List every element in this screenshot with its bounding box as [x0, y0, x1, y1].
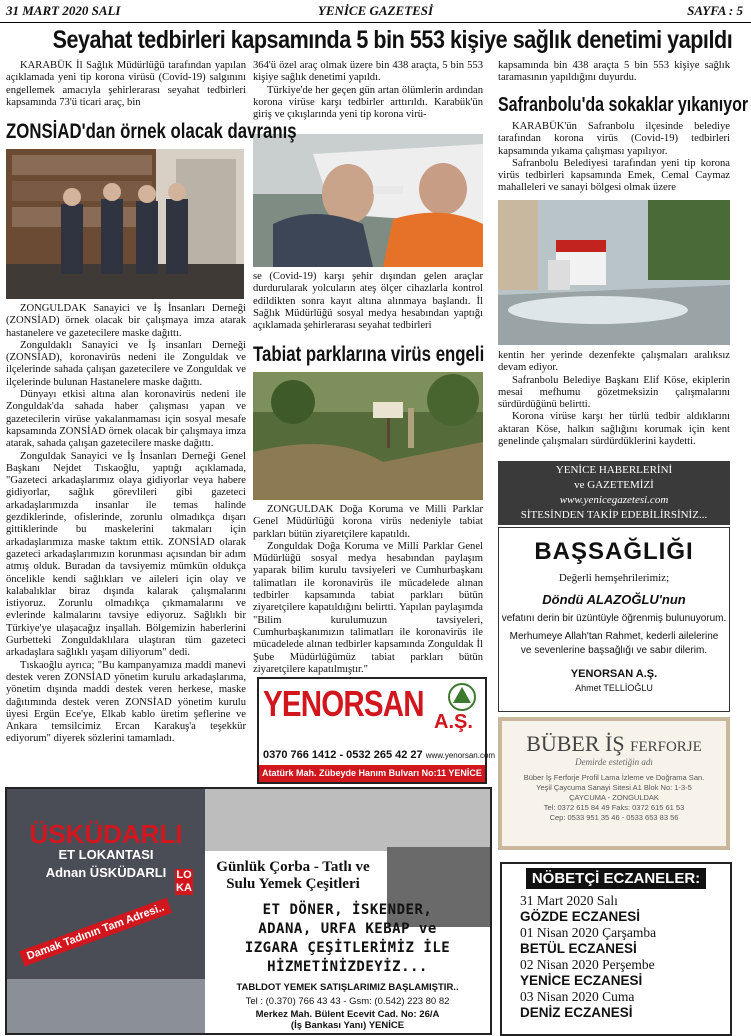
article1-col2: 364'ü özel araç olmak üzere bin 438 araçta, 5 bin 553 kişiye sağlık denetimi yapıldı. Türkiye'de her geçen gün artan ölümlerin ardından korona virüse karşı tedbirler arttırıldı. Karabük'ün giriş ve çıkışlarında yeni tip korona virü-	[253, 60, 483, 121]
zonsiad-text: ZONGULDAK Sanayici ve İş İnsanları Derneği (ZONSİAD) örnek olacak bir çalışmaya imza atarak hastanelere ve gazetecilere maske dağıttı. Zonguldaklı Sanayici ve İş insanları Derneği (ZONSİAD), koronavirüs nedeni ile Zonguldak ve ilçelerinde sahada çalışan gazetecilere ve Zonguldak ve ilçelerinde bulunan Hastanelere maske dağıttı. Dünyayı etkisi altına alan koronavirüs nedeni ile Zonguldak'da sahada haber çalışması yapan ve gazetecilerin virüse yakalanmaması için sosyal mesafe kapsamında ZONSİAD örnek olacak bir çalışmaya imza atarak, sahada çalışan gazetecilere maske dağıttı. Zonguldak Sanayici ve İş İnsanları Derneği Genel Başkanı Nejdet Tıskaoğlu, yaptığı açıklamada, "Gazeteci arkadaşlarımız olaya gidiyorlar veya habere gidiyorlar, sağlık görevlileri gibi gazeteci arkadaşlarımızda insanlar ile temas halinde gezdiklerinde, ofislerinde, zorunlu olmadıkça dışarı gittiklerinde bu maskelerini takmaları için arkadaşlarımıza maske taktım ettik. ZONSİAD olarak gazeteci arkadaşlarımızın korunması açısından bir adım atmış olduk. Buradan da tavsiyemiz mümkün oldukça öncelikle kendi sağlıkları ve aileleri için olay ve kalabalıklar biraz dışında kalarak çalışmalarını istiyoruz. Zorunlu olmadıkça çıkmamalarını ve evlerinde kalmalarını tavsiye ediyoruz. Sağlıklı bir Türkiye'ye ulaşacağız inşallah. Bölgemizin haberlerini Gurbetteki Zonguldaklılara ulaştıran tüm gazeteci arkadaşlara sağlıklı yaşam diliyorum" dedi. Tıskaoğlu ayrıca; "Bu kampanyamıza maddi manevi destek veren ZONSİAD yönetim kurulu arkadaşlarıma, yönetim dışında maddi destek veren herkese, maske dağıtımında destek veren ZONSİAD yönetim kurulu üyesi Ergün Ece'ye, Elkab kablo üretim şeflerine ve Ankara temsilcimiz Ercan Karakuş'a teşekkür ediyorum" diyerek sözlerini tamamladı.	[6, 303, 246, 745]
safranbolu-text1: KARABÜK'ün Safranbolu ilçesinde belediye tarafından korona virüs (Covid-19) tedbirleri kapsamında yıkama çalışması yapılıyor. Safranbolu Belediyesi tarafından yeni tip korona virüs tedbirleri kapsamında Emek, Cemal Caymaz mahalleleri ve sanayi bölgesi olmak üzere	[498, 121, 730, 194]
condolence-notice: BAŞSAĞLIĞI Değerli hemşehrilerimiz; Döndü ALAZOĞLU'nun vefatını derin bir üzüntüyle öğrenmiş bulunuyorum. Merhumeye Allah'tan Rahmet, kederli ailelerine ve sevenlerine başsağlığı ve sabır dilerim. YENORSAN A.Ş. Ahmet TELLİOĞLU	[498, 527, 730, 712]
article1-col3: kapsamında bin 438 araçta 5 bin 553 kişiye sağlık taramasının yapıldığını duyurdu.	[498, 60, 730, 84]
restaurant-storefront: ÜSKÜDARLI ET LOKANTASI Adnan ÜSKÜDARLI Damak Tadının Tam Adresi.. LOKA	[7, 789, 205, 1033]
buber-ad: BÜBER İŞ FERFORJE Demirde estetiğin adı Büber İş Ferforje Profil Lama İzleme ve Doğrama San. Yeşil Çaycuma Sanayi Sitesi A1 Blok No: 1-3-5 ÇAYCUMA - ZONGULDAK Tel: 0372 615 84 49 Faks: 0372 615 61 53 Cep: 0533 951 35 46 - 0533 653 83 56	[498, 717, 730, 850]
safranbolu-title: Safranbolu'da sokaklar yıkanıyor	[498, 94, 749, 116]
article1-col2-cont: se (Covid-19) karşı şehir dışından gelen araçlar durdurularak yolcuların ateş ölçer cihazlarla kontrol edildikten sonra kayıt altına alınmaya başlandı. İl Sağlık Müdürlüğü sosyal medya hesabından yaptığı açıklamada şehirlerarası seyahat tedbirleri	[253, 271, 483, 332]
safranbolu-text2: kentin her yerinde dezenfekte çalışmaları aralıksız devam ediyor. Safranbolu Belediye Başkanı Elif Köse, ekiplerin mesai mefhumu gözetmeksizin çalışmalarını sürdürdüğünü belirtti. Korona virüse karşı her türlü tedbir aldıklarını aktaran Köse, halkın sağlığını korumak için kent genelinde çalışmaları sürdürdüklerini kaydetti.	[498, 350, 730, 448]
yenorsan-logo: YENORSAN	[263, 683, 424, 724]
restaurant-interior-photo	[205, 789, 490, 851]
page-number: SAYFA : 5	[687, 3, 743, 18]
zonsiad-title: ZONSİAD'dan örnek olacak davranış	[6, 120, 297, 143]
tree-logo-icon	[447, 683, 477, 711]
photo-park	[253, 372, 483, 500]
website-link[interactable]: www.yenicegazetesi.com	[559, 494, 669, 506]
newspaper-name: YENİCE GAZETESİ	[317, 3, 434, 18]
parks-text: ZONGULDAK Doğa Koruma ve Milli Parklar Genel Müdürlüğü korona virüs nedeniyle tabiat parkları bütün ziyaretçilere kapatıldı. Zonguldak Doğa Koruma ve Milli Parklar Genel Müdürlüğü sosyal medya hesabından paylaşım yaparak bilim kurulu tavsiyeleri ve Cumhurbaşkanı talimatları ile koronavirüs ile mücadelede alınan tedbirler kapsamında tabiat parkları bütün ziyaretçilere kapatıldığını belirtti. Yapılan paylaşımda "Bilim kurulumuzun tavsiyeleri, Cumhurbaşkanımızın talimatları ile koronavirüs ile mücadelede alınan tedbirler kapsamında Zonguldak İl Şube Müdürlüğümüz tabiat parkları bütün ziyaretçilere kapatılmıştır."	[253, 504, 483, 675]
yenorsan-ad: YENORSAN A.Ş. 0370 766 1412 - 0532 265 42 27 www.yenorsan.com Atatürk Mah. Zübeyde Hanım Bulvarı No:11 YENİCE	[257, 677, 487, 784]
photo-health-check	[253, 134, 483, 267]
main-headline: Seyahat tedbirleri kapsamında 5 bin 553 kişiye sağlık denetimi yapıldı	[52, 26, 733, 54]
page-header	[0, 0, 751, 23]
issue-date: 31 MART 2020 SALI	[6, 3, 121, 18]
photo-zonsiad	[6, 149, 244, 299]
restaurant-ad: ÜSKÜDARLI ET LOKANTASI Adnan ÜSKÜDARLI Damak Tadının Tam Adresi.. LOKA Günlük Çorba - Tatlı ve Sulu Yemek Çeşitleri ET DÖNER, İSKENDER, ADANA, URFA KEBAP ve IZGARA ÇEŞİTLERİMİZ İLE HİZMETİNİZDEYİZ... TABLDOT YEMEK SATIŞLARIMIZ BAŞLAMIŞTIR.. Tel : (0.370) 766 43 43 - Gsm: (0.542) 223 80 82 Merkez Mah. Bülent Ecevit Cad. No: 26/A (İş Bankası Yanı) YENİCE	[5, 787, 492, 1035]
photo-street-cleaning	[498, 200, 730, 345]
parks-title: Tabiat parklarına virüs engeli	[253, 343, 485, 366]
article1-col1: KARABÜK İl Sağlık Müdürlüğü tarafından yapılan açıklamada yeni tip korona virüsü (Covid-19) salgınını engellemek amacıyla şehirlerarası seyahat tedbirleri kapsamında 73'ü ticari araç, bin	[6, 60, 246, 108]
pharmacy-box: NÖBETÇİ ECZANELER: 31 Mart 2020 Salı GÖZDE ECZANESİ 01 Nisan 2020 Çarşamba BETÜL ECZANESİ 02 Nisan 2020 Perşembe YENİCE ECZANESİ 03 Nisan 2020 Cuma DENİZ ECZANESİ	[500, 862, 732, 1036]
pharmacy-title: NÖBETÇİ ECZANELER:	[526, 868, 706, 889]
website-promo: YENİCE HABERLERİNİ ve GAZETEMİZİ www.yenicegazetesi.com SİTESİNDEN TAKİP EDEBİLİRSİNİZ...	[498, 461, 730, 525]
condolence-title: BAŞSAĞLIĞI	[534, 538, 694, 565]
